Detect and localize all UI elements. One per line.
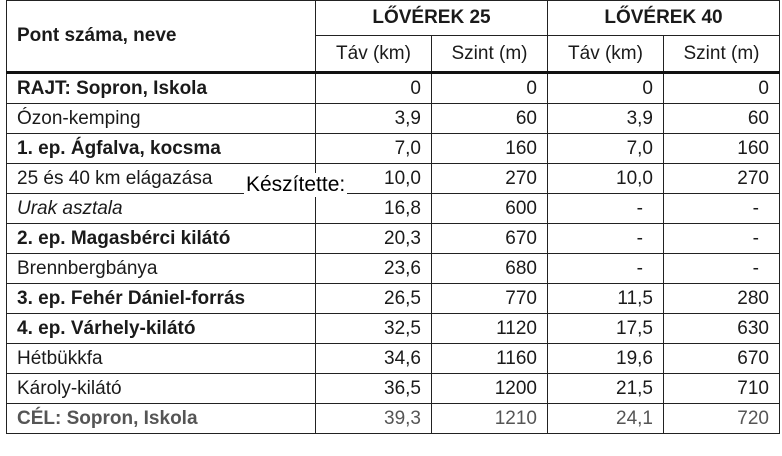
dist-40-cell: 3,9: [548, 104, 664, 134]
dist-40-cell: 10,0: [548, 164, 664, 194]
dist-25-cell: 36,5: [316, 374, 432, 404]
elev-40-cell: 280: [664, 284, 780, 314]
point-name: 1. ep. Ágfalva, kocsma: [7, 134, 316, 164]
table-body: [7, 73, 780, 434]
elev-25-cell: 680: [432, 254, 548, 284]
elev-25-cell: 0: [432, 73, 548, 104]
dist-25-cell: 20,3: [316, 224, 432, 254]
table-row: [7, 104, 780, 134]
dist-25-cell: 0: [316, 73, 432, 104]
elev-40-cell: 710: [664, 374, 780, 404]
elev-40-cell: 720: [664, 404, 780, 434]
dist-40-cell: 7,0: [548, 134, 664, 164]
dist-25-cell: 16,8: [316, 194, 432, 224]
elev-25-cell: 600: [432, 194, 548, 224]
subheader-dist-40: Táv (km): [548, 36, 664, 73]
group-header-40: LŐVÉREK 40: [548, 1, 780, 36]
elev-25-cell: 1120: [432, 314, 548, 344]
elev-40-cell: 670: [664, 344, 780, 374]
elev-40-cell: 60: [664, 104, 780, 134]
table-row: [7, 404, 780, 434]
dist-40-cell: 11,5: [548, 284, 664, 314]
dist-40-cell: 21,5: [548, 374, 664, 404]
dist-40-cell: 19,6: [548, 344, 664, 374]
table-row: [7, 254, 780, 284]
point-name: Hétbükkfa: [7, 344, 316, 374]
table-row: [7, 314, 780, 344]
table-row: [7, 284, 780, 314]
subheader-dist-25: Táv (km): [316, 36, 432, 73]
point-name: Urak asztala: [7, 194, 316, 224]
elev-25-cell: 1200: [432, 374, 548, 404]
table-row: [7, 374, 780, 404]
dist-25-cell: 10,0: [316, 164, 432, 194]
elev-40-cell: -: [664, 224, 780, 254]
elev-25-cell: 270: [432, 164, 548, 194]
point-name: Brennbergbánya: [7, 254, 316, 284]
table-row: [7, 224, 780, 254]
table-row: [7, 164, 780, 194]
dist-25-cell: 34,6: [316, 344, 432, 374]
dist-25-cell: 7,0: [316, 134, 432, 164]
point-name: Károly-kilátó: [7, 374, 316, 404]
elev-25-cell: 60: [432, 104, 548, 134]
group-header-25: LŐVÉREK 25: [316, 1, 548, 36]
table-row: [7, 194, 780, 224]
dist-40-cell: -: [548, 224, 664, 254]
point-name: 4. ep. Várhely-kilátó: [7, 314, 316, 344]
dist-40-cell: -: [548, 254, 664, 284]
elev-40-cell: -: [664, 194, 780, 224]
elev-40-cell: -: [664, 254, 780, 284]
dist-25-cell: 39,3: [316, 404, 432, 434]
point-header: Pont száma, neve: [7, 1, 316, 73]
dist-40-cell: 24,1: [548, 404, 664, 434]
dist-40-cell: 17,5: [548, 314, 664, 344]
table-row: [7, 344, 780, 374]
point-name: 25 és 40 km elágazása: [7, 164, 316, 194]
subheader-elev-40: Szint (m): [664, 36, 780, 73]
elev-25-cell: 1210: [432, 404, 548, 434]
elev-25-cell: 770: [432, 284, 548, 314]
elev-25-cell: 670: [432, 224, 548, 254]
dist-25-cell: 3,9: [316, 104, 432, 134]
dist-25-cell: 32,5: [316, 314, 432, 344]
table-row: [7, 73, 780, 104]
point-name: Ózon-kemping: [7, 104, 316, 134]
point-name: 2. ep. Magasbérci kilátó: [7, 224, 316, 254]
dist-25-cell: 26,5: [316, 284, 432, 314]
elev-40-cell: 160: [664, 134, 780, 164]
elev-25-cell: 1160: [432, 344, 548, 374]
elev-40-cell: 630: [664, 314, 780, 344]
dist-40-cell: -: [548, 194, 664, 224]
point-name: 3. ep. Fehér Dániel-forrás: [7, 284, 316, 314]
elev-40-cell: 0: [664, 73, 780, 104]
route-table: [6, 0, 780, 434]
elev-25-cell: 160: [432, 134, 548, 164]
elev-40-cell: 270: [664, 164, 780, 194]
dist-40-cell: 0: [548, 73, 664, 104]
table-row: [7, 134, 780, 164]
dist-25-cell: 23,6: [316, 254, 432, 284]
subheader-elev-25: Szint (m): [432, 36, 548, 73]
point-name: CÉL: Sopron, Iskola: [7, 404, 316, 434]
watermark-text: Készítette:: [246, 173, 346, 196]
point-name: RAJT: Sopron, Iskola: [7, 73, 316, 104]
